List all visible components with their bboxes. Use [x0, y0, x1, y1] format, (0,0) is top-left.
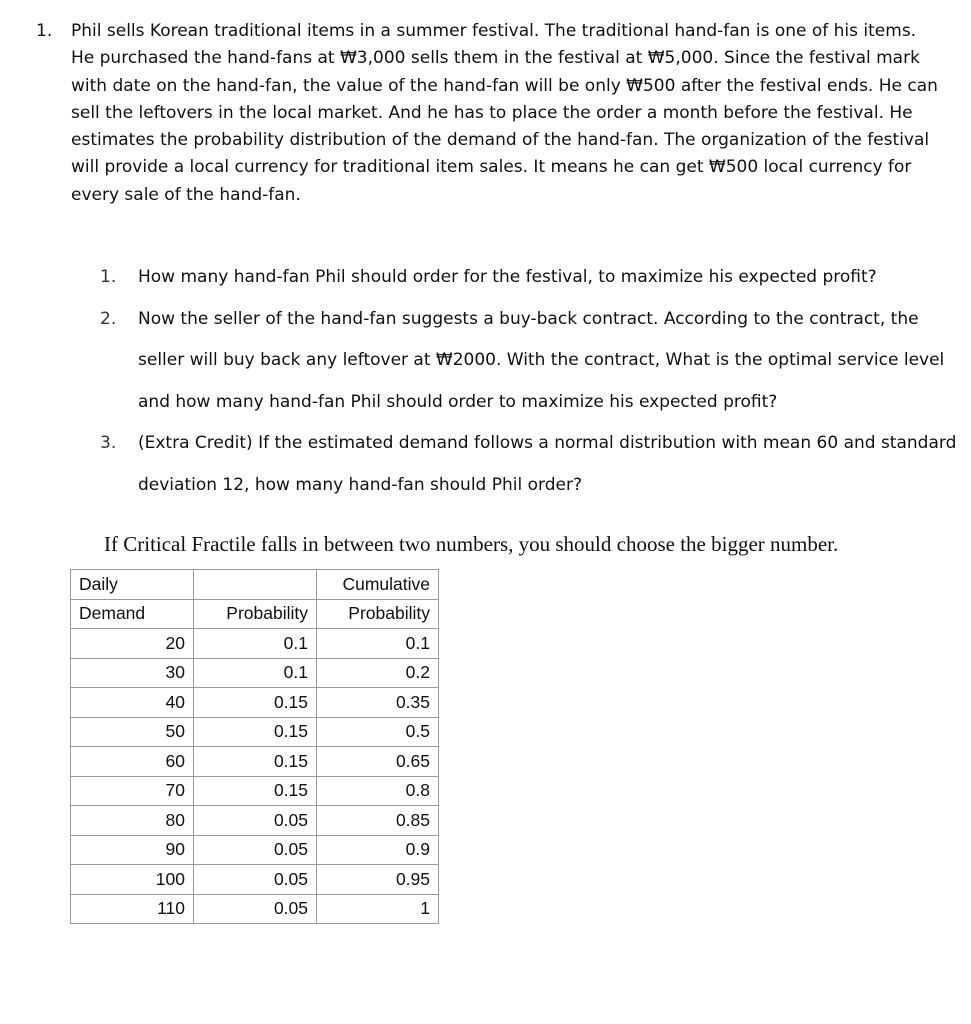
- demand-cell: 80: [71, 806, 194, 836]
- table-row: [71, 806, 439, 836]
- cumulative-cell: 0.2: [317, 658, 439, 688]
- table-row: [71, 776, 439, 806]
- question-text: How many hand-fan Phil should order for the festival, to maximize his expected profit?: [138, 267, 877, 287]
- probability-cell: 0.15: [194, 688, 317, 718]
- probability-cell: 0.05: [194, 865, 317, 895]
- header-cell: Probability: [194, 599, 317, 629]
- demand-cell: 70: [71, 776, 194, 806]
- question-number: 3.: [100, 433, 117, 453]
- cumulative-cell: 0.8: [317, 776, 439, 806]
- cumulative-cell: 0.1: [317, 629, 439, 659]
- table-header-row: [71, 570, 439, 600]
- probability-cell: 0.1: [194, 629, 317, 659]
- probability-cell: 0.1: [194, 658, 317, 688]
- demand-cell: 40: [71, 688, 194, 718]
- question-text: Now the seller of the hand-fan suggests a buy-back contract. According to the contract, the seller will buy back any leftover at ₩2000. With the contract, What is the optimal service level and how many hand-fan Phil should order to maximize his expected profit?: [138, 308, 945, 412]
- demand-cell: 30: [71, 658, 194, 688]
- demand-cell: 60: [71, 747, 194, 777]
- probability-cell: 0.05: [194, 806, 317, 836]
- table-row: [71, 688, 439, 718]
- demand-cell: 110: [71, 894, 194, 924]
- cumulative-cell: 0.65: [317, 747, 439, 777]
- table-row: [71, 835, 439, 865]
- cumulative-cell: 0.85: [317, 806, 439, 836]
- header-cell: Probability: [317, 599, 439, 629]
- question-list: [100, 257, 960, 506]
- probability-cell: 0.05: [194, 835, 317, 865]
- cumulative-cell: 0.95: [317, 865, 439, 895]
- probability-cell: 0.15: [194, 717, 317, 747]
- question-number: 2.: [100, 308, 117, 329]
- demand-cell: 90: [71, 835, 194, 865]
- table-body: [71, 629, 439, 924]
- question-item: [100, 257, 960, 299]
- critical-fractile-note: If Critical Fractile falls in between two numbers, you should choose the bigger number.: [104, 532, 839, 556]
- question-text: (Extra Credit) If the estimated demand follows a normal distribution with mean 60 and standard deviation 12, how many hand-fan should Phil order?: [138, 433, 957, 495]
- header-cell: Daily: [71, 570, 194, 600]
- table-row: [71, 629, 439, 659]
- problem-number: 1.: [36, 21, 53, 41]
- header-cell: [194, 570, 317, 600]
- cumulative-cell: 1: [317, 894, 439, 924]
- cumulative-cell: 0.9: [317, 835, 439, 865]
- question-number: 1.: [100, 267, 117, 287]
- question-item: [100, 299, 960, 424]
- header-cell: Cumulative: [317, 570, 439, 600]
- demand-cell: 100: [71, 865, 194, 895]
- table-header-row: [71, 599, 439, 629]
- probability-cell: 0.05: [194, 894, 317, 924]
- probability-cell: 0.15: [194, 776, 317, 806]
- problem-text: Phil sells Korean traditional items in a summer festival. The traditional hand-fan is one of his items. He purchased the hand-fans at ₩3,000 sells them in the festival at ₩5,000. Since the festival mark with date on the hand-fan, the value of the hand-fan will be only ₩500 after the festival ends. He can sell the leftovers in the local market. And he has to place the order a month before the festival. He estimates the probability distribution of the demand of the hand-fan. The organization of the festival will provide a local currency for traditional item sales. It means he can get ₩500 local currency for every sale of the hand-fan.: [71, 21, 938, 205]
- table-row: [71, 658, 439, 688]
- probability-cell: 0.15: [194, 747, 317, 777]
- demand-cell: 20: [71, 629, 194, 659]
- cumulative-cell: 0.35: [317, 688, 439, 718]
- table-row: [71, 717, 439, 747]
- demand-distribution-table: [70, 569, 439, 924]
- table-row: [71, 865, 439, 895]
- cumulative-cell: 0.5: [317, 717, 439, 747]
- table-row: [71, 894, 439, 924]
- demand-cell: 50: [71, 717, 194, 747]
- question-item: [100, 423, 960, 506]
- header-cell: Demand: [71, 599, 194, 629]
- table-row: [71, 747, 439, 777]
